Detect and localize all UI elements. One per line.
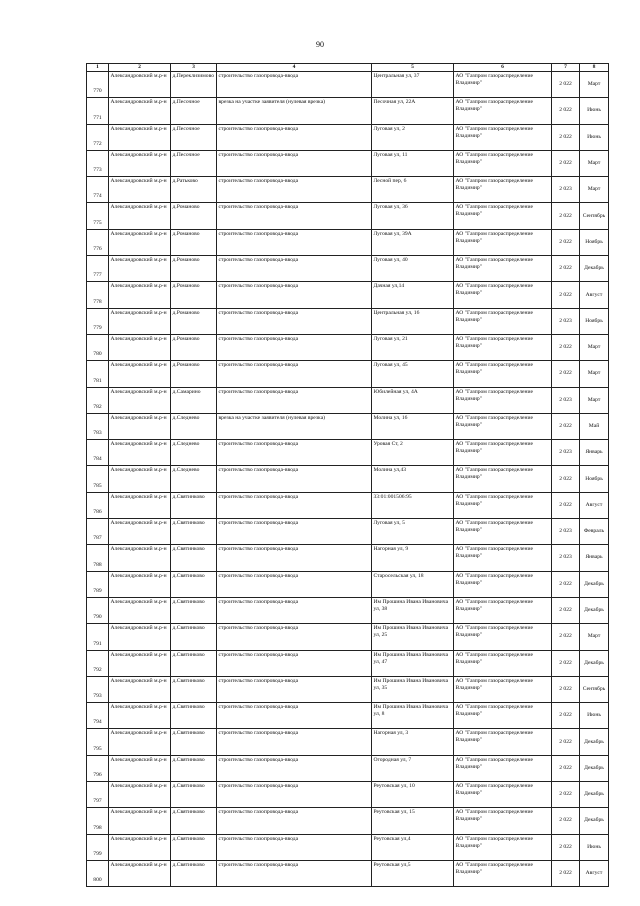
locality-cell: д.Святинково — [171, 676, 217, 702]
work-type-cell: врезка на участке заявителя (нулевая врезка) — [217, 98, 372, 124]
address-cell: Луговая ул, 36 — [372, 203, 454, 229]
month-cell: Август — [580, 492, 609, 518]
locality-cell: д.Святинково — [171, 545, 217, 571]
organization-cell: АО "Газпром газораспределение Владимир" — [454, 334, 552, 360]
month-cell: Март — [580, 150, 609, 176]
work-type-cell: строительство газопровода-ввода — [217, 545, 372, 571]
year-cell: 2 022 — [552, 229, 580, 255]
address-cell: 33:01:001506:95 — [372, 492, 454, 518]
address-cell: Реутовская ул, 15 — [372, 808, 454, 834]
district-cell: Александровский м.р-н — [109, 571, 171, 597]
year-cell: 2 022 — [552, 282, 580, 308]
row-number: 785 — [87, 466, 109, 492]
table-row — [87, 256, 609, 282]
year-cell: 2 023 — [552, 545, 580, 571]
row-number: 799 — [87, 834, 109, 860]
year-cell: 2 022 — [552, 755, 580, 781]
month-cell: Декабрь — [580, 571, 609, 597]
work-type-cell: строительство газопровода-ввода — [217, 676, 372, 702]
organization-cell: АО "Газпром газораспределение Владимир" — [454, 72, 552, 98]
row-number: 794 — [87, 703, 109, 729]
month-cell: Март — [580, 387, 609, 413]
month-cell: Декабрь — [580, 782, 609, 808]
row-number: 800 — [87, 860, 109, 886]
table-row — [87, 124, 609, 150]
district-cell: Александровский м.р-н — [109, 808, 171, 834]
organization-cell: АО "Газпром газораспределение Владимир" — [454, 624, 552, 650]
year-cell: 2 022 — [552, 808, 580, 834]
month-cell: Декабрь — [580, 597, 609, 623]
district-cell: Александровский м.р-н — [109, 466, 171, 492]
organization-cell: АО "Газпром газораспределение Владимир" — [454, 203, 552, 229]
district-cell: Александровский м.р-н — [109, 782, 171, 808]
column-header: 4 — [217, 64, 372, 72]
table-row — [87, 466, 609, 492]
work-type-cell: строительство газопровода-ввода — [217, 282, 372, 308]
district-cell: Александровский м.р-н — [109, 229, 171, 255]
month-cell: Сентябрь — [580, 676, 609, 702]
district-cell: Александровский м.р-н — [109, 256, 171, 282]
column-header: 5 — [372, 64, 454, 72]
row-number: 797 — [87, 782, 109, 808]
work-type-cell: строительство газопровода-ввода — [217, 308, 372, 334]
work-type-cell: строительство газопровода-ввода — [217, 597, 372, 623]
district-cell: Александровский м.р-н — [109, 624, 171, 650]
district-cell: Александровский м.р-н — [109, 755, 171, 781]
organization-cell: АО "Газпром газораспределение Владимир" — [454, 782, 552, 808]
row-number: 770 — [87, 72, 109, 98]
row-number: 780 — [87, 334, 109, 360]
year-cell: 2 022 — [552, 492, 580, 518]
district-cell: Александровский м.р-н — [109, 413, 171, 439]
address-cell: Им Прошина Ивана Ивановича ул, 25 — [372, 624, 454, 650]
locality-cell: д.Романово — [171, 282, 217, 308]
month-cell: Январь — [580, 545, 609, 571]
year-cell: 2 022 — [552, 413, 580, 439]
address-cell: Им Прошина Ивана Ивановича ул, 8 — [372, 703, 454, 729]
column-header: 2 — [109, 64, 171, 72]
row-number: 798 — [87, 808, 109, 834]
table-row — [87, 545, 609, 571]
month-cell: Август — [580, 282, 609, 308]
work-type-cell: строительство газопровода-ввода — [217, 703, 372, 729]
month-cell: Май — [580, 413, 609, 439]
district-cell: Александровский м.р-н — [109, 308, 171, 334]
locality-cell: д.Романово — [171, 229, 217, 255]
month-cell: Март — [580, 334, 609, 360]
month-cell: Август — [580, 860, 609, 886]
locality-cell: д.Романово — [171, 361, 217, 387]
organization-cell: АО "Газпром газораспределение Владимир" — [454, 492, 552, 518]
table-row — [87, 150, 609, 176]
address-cell: Уровая Ст, 2 — [372, 440, 454, 466]
table-row — [87, 98, 609, 124]
address-cell: Нагорная ул, 9 — [372, 545, 454, 571]
column-header: 7 — [552, 64, 580, 72]
organization-cell: АО "Газпром газораспределение Владимир" — [454, 150, 552, 176]
row-number: 784 — [87, 440, 109, 466]
work-type-cell: строительство газопровода-ввода — [217, 440, 372, 466]
row-number: 777 — [87, 256, 109, 282]
table-row — [87, 676, 609, 702]
locality-cell: д.Следнево — [171, 440, 217, 466]
year-cell: 2 022 — [552, 466, 580, 492]
month-cell: Ноябрь — [580, 229, 609, 255]
table-row — [87, 624, 609, 650]
organization-cell: АО "Газпром газораспределение Владимир" — [454, 650, 552, 676]
locality-cell: д.Святинково — [171, 703, 217, 729]
table-row — [87, 834, 609, 860]
address-cell: Нагорная ул, 3 — [372, 729, 454, 755]
work-type-cell: врезка на участке заявителя (нулевая врезка) — [217, 413, 372, 439]
table-row — [87, 860, 609, 886]
table-row — [87, 782, 609, 808]
year-cell: 2 022 — [552, 256, 580, 282]
year-cell: 2 022 — [552, 150, 580, 176]
organization-cell: АО "Газпром газораспределение Владимир" — [454, 703, 552, 729]
locality-cell: д.Песочное — [171, 150, 217, 176]
district-cell: Александровский м.р-н — [109, 545, 171, 571]
table-row — [87, 492, 609, 518]
address-cell: Центральная ул, 16 — [372, 308, 454, 334]
table-row — [87, 808, 609, 834]
address-cell: Молина ул,43 — [372, 466, 454, 492]
month-cell: Февраль — [580, 519, 609, 545]
work-type-cell: строительство газопровода-ввода — [217, 150, 372, 176]
row-number: 793 — [87, 676, 109, 702]
district-cell: Александровский м.р-н — [109, 440, 171, 466]
district-cell: Александровский м.р-н — [109, 361, 171, 387]
row-number: 786 — [87, 492, 109, 518]
locality-cell: д.Романово — [171, 308, 217, 334]
year-cell: 2 022 — [552, 124, 580, 150]
work-type-cell: строительство газопровода-ввода — [217, 334, 372, 360]
year-cell: 2 023 — [552, 308, 580, 334]
organization-cell: АО "Газпром газораспределение Владимир" — [454, 440, 552, 466]
district-cell: Александровский м.р-н — [109, 492, 171, 518]
register-table — [86, 63, 609, 887]
district-cell: Александровский м.р-н — [109, 387, 171, 413]
locality-cell: д.Святинково — [171, 571, 217, 597]
row-number: 790 — [87, 597, 109, 623]
year-cell: 2 022 — [552, 676, 580, 702]
locality-cell: д.Песочное — [171, 124, 217, 150]
column-header: 3 — [171, 64, 217, 72]
district-cell: Александровский м.р-н — [109, 676, 171, 702]
address-cell: Луговая ул, 11 — [372, 150, 454, 176]
year-cell: 2 023 — [552, 440, 580, 466]
district-cell: Александровский м.р-н — [109, 124, 171, 150]
district-cell: Александровский м.р-н — [109, 729, 171, 755]
row-number: 787 — [87, 519, 109, 545]
address-cell: Им Прошина Ивана Ивановича ул, 35 — [372, 676, 454, 702]
work-type-cell: строительство газопровода-ввода — [217, 755, 372, 781]
locality-cell: д.Святинково — [171, 519, 217, 545]
address-cell: Песочная ул, 22А — [372, 98, 454, 124]
year-cell: 2 022 — [552, 72, 580, 98]
locality-cell: д.Святинково — [171, 492, 217, 518]
work-type-cell: строительство газопровода-ввода — [217, 124, 372, 150]
register-body — [87, 64, 609, 887]
year-cell: 2 022 — [552, 361, 580, 387]
locality-cell: д.Святинково — [171, 624, 217, 650]
work-type-cell: строительство газопровода-ввода — [217, 72, 372, 98]
year-cell: 2 022 — [552, 782, 580, 808]
organization-cell: АО "Газпром газораспределение Владимир" — [454, 466, 552, 492]
column-header: 6 — [454, 64, 552, 72]
address-cell: Луговая ул, 45 — [372, 361, 454, 387]
locality-cell: д.Святинково — [171, 860, 217, 886]
work-type-cell: строительство газопровода-ввода — [217, 203, 372, 229]
month-cell: Январь — [580, 440, 609, 466]
work-type-cell: строительство газопровода-ввода — [217, 650, 372, 676]
row-number: 775 — [87, 203, 109, 229]
month-cell: Июнь — [580, 703, 609, 729]
month-cell: Декабрь — [580, 729, 609, 755]
organization-cell: АО "Газпром газораспределение Владимир" — [454, 729, 552, 755]
work-type-cell: строительство газопровода-ввода — [217, 256, 372, 282]
year-cell: 2 023 — [552, 387, 580, 413]
table-row — [87, 229, 609, 255]
address-cell: Луговая ул, 39А — [372, 229, 454, 255]
organization-cell: АО "Газпром газораспределение Владимир" — [454, 361, 552, 387]
table-row — [87, 282, 609, 308]
address-cell: Луговая ул, 5 — [372, 519, 454, 545]
row-number: 773 — [87, 150, 109, 176]
work-type-cell: строительство газопровода-ввода — [217, 860, 372, 886]
organization-cell: АО "Газпром газораспределение Владимир" — [454, 834, 552, 860]
address-cell: Луговая ул, 40 — [372, 256, 454, 282]
organization-cell: АО "Газпром газораспределение Владимир" — [454, 571, 552, 597]
locality-cell: д.Романово — [171, 203, 217, 229]
year-cell: 2 022 — [552, 729, 580, 755]
address-cell: Молина ул, 16 — [372, 413, 454, 439]
year-cell: 2 022 — [552, 703, 580, 729]
organization-cell: АО "Газпром газораспределение Владимир" — [454, 308, 552, 334]
month-cell: Декабрь — [580, 256, 609, 282]
district-cell: Александровский м.р-н — [109, 650, 171, 676]
month-cell: Декабрь — [580, 808, 609, 834]
table-row — [87, 177, 609, 203]
row-number: 792 — [87, 650, 109, 676]
organization-cell: АО "Газпром газораспределение Владимир" — [454, 519, 552, 545]
work-type-cell: строительство газопровода-ввода — [217, 782, 372, 808]
locality-cell: д.Следнево — [171, 466, 217, 492]
organization-cell: АО "Газпром газораспределение Владимир" — [454, 676, 552, 702]
district-cell: Александровский м.р-н — [109, 282, 171, 308]
row-number: 778 — [87, 282, 109, 308]
table-row — [87, 72, 609, 98]
table-row — [87, 440, 609, 466]
year-cell: 2 023 — [552, 519, 580, 545]
address-cell: Реутовская ул,4 — [372, 834, 454, 860]
work-type-cell: строительство газопровода-ввода — [217, 361, 372, 387]
district-cell: Александровский м.р-н — [109, 860, 171, 886]
organization-cell: АО "Газпром газораспределение Владимир" — [454, 229, 552, 255]
month-cell: Июнь — [580, 834, 609, 860]
work-type-cell: строительство газопровода-ввода — [217, 229, 372, 255]
month-cell: Ноябрь — [580, 308, 609, 334]
work-type-cell: строительство газопровода-ввода — [217, 387, 372, 413]
row-number: 791 — [87, 624, 109, 650]
year-cell: 2 022 — [552, 624, 580, 650]
row-number: 788 — [87, 545, 109, 571]
year-cell: 2 022 — [552, 597, 580, 623]
locality-cell: д.Святинково — [171, 808, 217, 834]
organization-cell: АО "Газпром газораспределение Владимир" — [454, 98, 552, 124]
work-type-cell: строительство газопровода-ввода — [217, 834, 372, 860]
year-cell: 2 022 — [552, 834, 580, 860]
locality-cell: д.Святинково — [171, 755, 217, 781]
month-cell: Март — [580, 177, 609, 203]
row-number: 772 — [87, 124, 109, 150]
month-cell: Март — [580, 72, 609, 98]
district-cell: Александровский м.р-н — [109, 597, 171, 623]
row-number: 771 — [87, 98, 109, 124]
district-cell: Александровский м.р-н — [109, 703, 171, 729]
organization-cell: АО "Газпром газораспределение Владимир" — [454, 545, 552, 571]
address-cell: Юбилейная ул, 4А — [372, 387, 454, 413]
work-type-cell: строительство газопровода-ввода — [217, 492, 372, 518]
organization-cell: АО "Газпром газораспределение Владимир" — [454, 413, 552, 439]
address-cell: Реутовская ул, 10 — [372, 782, 454, 808]
row-number: 779 — [87, 308, 109, 334]
month-cell: Март — [580, 624, 609, 650]
organization-cell: АО "Газпром газораспределение Владимир" — [454, 256, 552, 282]
month-cell: Июнь — [580, 98, 609, 124]
table-row — [87, 308, 609, 334]
district-cell: Александровский м.р-н — [109, 203, 171, 229]
month-cell: Июнь — [580, 124, 609, 150]
year-cell: 2 022 — [552, 203, 580, 229]
address-cell: Старосельская ул, 18 — [372, 571, 454, 597]
district-cell: Александровский м.р-н — [109, 177, 171, 203]
column-header: 8 — [580, 64, 609, 72]
locality-cell: д.Ратьково — [171, 177, 217, 203]
district-cell: Александровский м.р-н — [109, 834, 171, 860]
organization-cell: АО "Газпром газораспределение Владимир" — [454, 597, 552, 623]
page-number: 90 — [316, 40, 324, 49]
address-cell: Им Прошина Ивана Ивановича ул, 38 — [372, 597, 454, 623]
district-cell: Александровский м.р-н — [109, 519, 171, 545]
year-cell: 2 022 — [552, 98, 580, 124]
year-cell: 2 023 — [552, 177, 580, 203]
organization-cell: АО "Газпром газораспределение Владимир" — [454, 387, 552, 413]
locality-cell: д.Святинково — [171, 597, 217, 623]
locality-cell: д.Следнево — [171, 413, 217, 439]
work-type-cell: строительство газопровода-ввода — [217, 808, 372, 834]
row-number: 774 — [87, 177, 109, 203]
table-row — [87, 519, 609, 545]
month-cell: Декабрь — [580, 755, 609, 781]
row-number: 789 — [87, 571, 109, 597]
work-type-cell: строительство газопровода-ввода — [217, 466, 372, 492]
month-cell: Март — [580, 361, 609, 387]
address-cell: Огородная ул, 7 — [372, 755, 454, 781]
work-type-cell: строительство газопровода-ввода — [217, 519, 372, 545]
organization-cell: АО "Газпром газораспределение Владимир" — [454, 860, 552, 886]
district-cell: Александровский м.р-н — [109, 98, 171, 124]
locality-cell: д.Самарино — [171, 387, 217, 413]
locality-cell: д.Переклизимово — [171, 72, 217, 98]
table-row — [87, 203, 609, 229]
address-cell: Луговая ул, 2 — [372, 124, 454, 150]
table-row — [87, 571, 609, 597]
header-row — [87, 64, 609, 72]
address-cell: Луговая ул, 21 — [372, 334, 454, 360]
work-type-cell: строительство газопровода-ввода — [217, 729, 372, 755]
table-row — [87, 703, 609, 729]
locality-cell: д.Святинково — [171, 782, 217, 808]
organization-cell: АО "Газпром газораспределение Владимир" — [454, 177, 552, 203]
table-row — [87, 729, 609, 755]
organization-cell: АО "Газпром газораспределение Владимир" — [454, 808, 552, 834]
locality-cell: д.Святинково — [171, 729, 217, 755]
table-row — [87, 387, 609, 413]
year-cell: 2 022 — [552, 571, 580, 597]
address-cell: Им Прошина Ивана Ивановича ул, 47 — [372, 650, 454, 676]
month-cell: Сентябрь — [580, 203, 609, 229]
row-number: 782 — [87, 387, 109, 413]
row-number: 781 — [87, 361, 109, 387]
organization-cell: АО "Газпром газораспределение Владимир" — [454, 755, 552, 781]
table-row — [87, 334, 609, 360]
row-number: 795 — [87, 729, 109, 755]
year-cell: 2 022 — [552, 334, 580, 360]
row-number: 796 — [87, 755, 109, 781]
table-row — [87, 361, 609, 387]
year-cell: 2 022 — [552, 650, 580, 676]
locality-cell: д.Романово — [171, 256, 217, 282]
district-cell: Александровский м.р-н — [109, 334, 171, 360]
month-cell: Ноябрь — [580, 466, 609, 492]
address-cell: Реутовская ул,5 — [372, 860, 454, 886]
district-cell: Александровский м.р-н — [109, 72, 171, 98]
organization-cell: АО "Газпром газораспределение Владимир" — [454, 124, 552, 150]
table-row — [87, 755, 609, 781]
organization-cell: АО "Газпром газораспределение Владимир" — [454, 282, 552, 308]
month-cell: Декабрь — [580, 650, 609, 676]
address-cell: Лесной пер, 6 — [372, 177, 454, 203]
address-cell: Центральная ул, 37 — [372, 72, 454, 98]
work-type-cell: строительство газопровода-ввода — [217, 624, 372, 650]
district-cell: Александровский м.р-н — [109, 150, 171, 176]
table-row — [87, 597, 609, 623]
work-type-cell: строительство газопровода-ввода — [217, 177, 372, 203]
column-header: 1 — [87, 64, 109, 72]
row-number: 776 — [87, 229, 109, 255]
table-row — [87, 413, 609, 439]
address-cell: Дачная ул,14 — [372, 282, 454, 308]
locality-cell: д.Святинково — [171, 650, 217, 676]
row-number: 783 — [87, 413, 109, 439]
table-row — [87, 650, 609, 676]
work-type-cell: строительство газопровода-ввода — [217, 571, 372, 597]
year-cell: 2 022 — [552, 860, 580, 886]
locality-cell: д.Романово — [171, 334, 217, 360]
locality-cell: д.Святинково — [171, 834, 217, 860]
locality-cell: д.Песочное — [171, 98, 217, 124]
